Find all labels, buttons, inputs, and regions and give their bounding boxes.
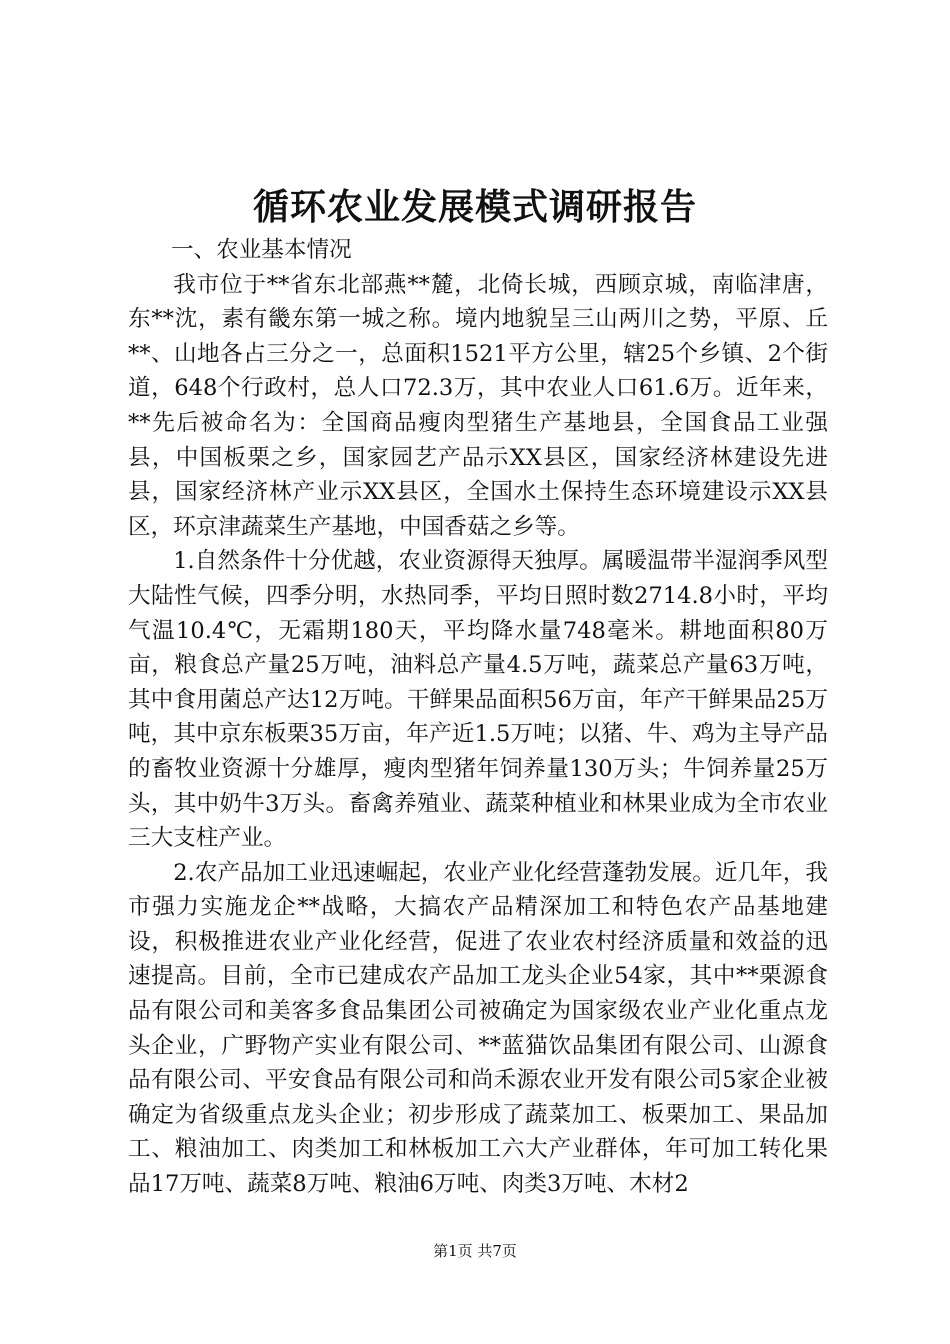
document-title: 循环农业发展模式调研报告 bbox=[252, 186, 697, 228]
body-paragraph-overview: 我市位于**省东北部燕**麓，北倚长城，西顾京城，南临津唐，东**沈，素有畿东第一城之称。境内地貌呈三山两川之势，平原、丘**、山地各占三分之一，总面积1521平方公里，辖25个乡镇、2个街道，648个行政村，总人口72.3万，其中农业人口61.6万。近年来，**先后被命名为：全国商品瘦肉型猪生产基地县，全国食品工业强县，中国板栗之乡，国家园艺产品示XX县区，国家经济林建设先进县，国家经济林产业示XX县区，全国水土保持生态环境建设示XX县区，环京津蔬菜生产基地，中国香菇之乡等。 bbox=[128, 271, 828, 540]
section-heading: 一、农业基本情况 bbox=[170, 237, 352, 263]
document-body bbox=[128, 233, 828, 1202]
body-paragraph-natural-conditions: 1.自然条件十分优越，农业资源得天独厚。属暖温带半湿润季风型大陆性气候，四季分明，水热同季，平均日照时数2714.8小时，平均气温10.4℃，无霜期180天，平均降水量748毫米。耕地面积80万亩，粮食总产量25万吨，油料总产量4.5万吨，蔬菜总产量63万吨，其中食用菌总产达12万吨。干鲜果品面积56万亩，年产干鲜果品25万吨，其中京东板栗35万亩，年产近1.5万吨；以猪、牛、鸡为主导产品的畜牧业资源十分雄厚，瘦肉型猪年饲养量130万头；牛饲养量25万头，其中奶牛3万头。畜禽养殖业、蔬菜种植业和林果业成为全市农业三大支柱产业。 bbox=[128, 548, 828, 852]
body-paragraph-processing-industry: 2.农产品加工业迅速崛起，农业产业化经营蓬勃发展。近几年，我市强力实施龙企**战略，大搞农产品精深加工和特色农产品基地建设，积极推进农业产业化经营，促进了农业农村经济质量和效益的迅速提高。目前，全市已建成农产品加工龙头企业54家，其中**栗源食品有限公司和美客多食品集团公司被确定为国家级农业产业化重点龙头企业，广野物产实业有限公司、**蓝猫饮品集团有限公司、山源食品有限公司、平安食品有限公司和尚禾源农业开发有限公司5家企业被确定为省级重点龙头企业；初步形成了蔬菜加工、板栗加工、果品加工、粮油加工、肉类加工和林板加工六大产业群体，年可加工转化果品17万吨、蔬菜8万吨、粮油6万吨、肉类3万吨、木材2 bbox=[128, 859, 828, 1198]
page-number-footer: 第1页 共7页 bbox=[433, 1242, 517, 1260]
